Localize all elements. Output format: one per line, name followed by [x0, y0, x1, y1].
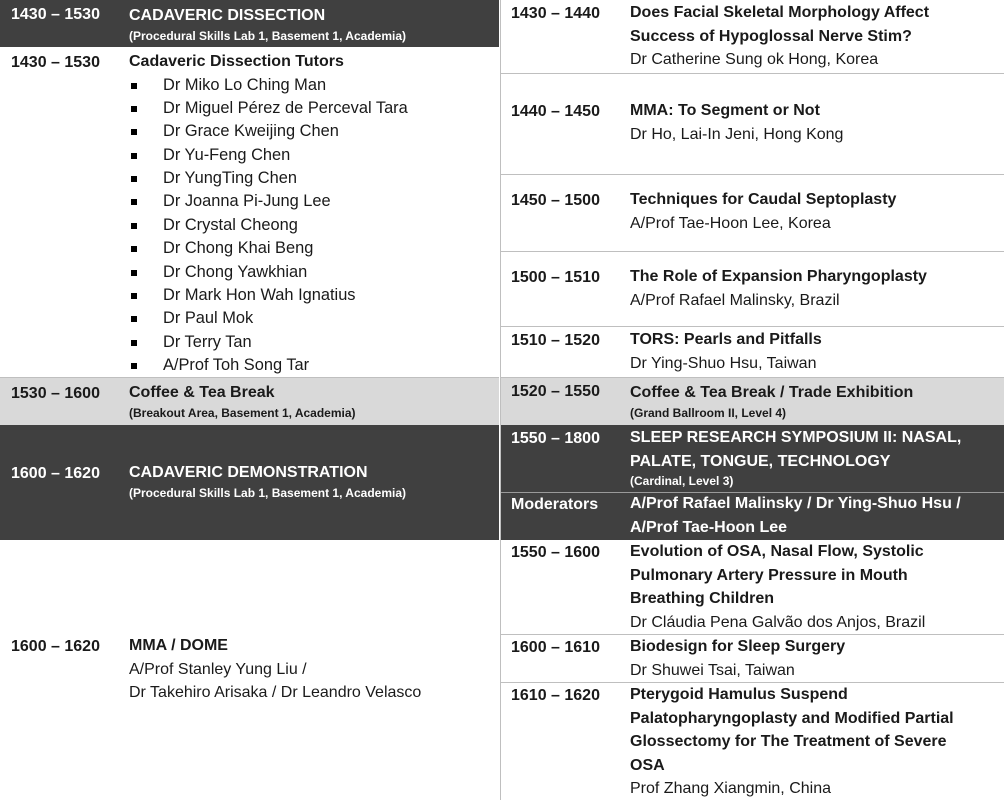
session-time: 1430 – 1530: [11, 6, 100, 23]
talk-title: Evolution of OSA, Nasal Flow, Systolic: [630, 543, 924, 560]
tutor-list-item: [129, 167, 493, 190]
talk-title: The Role of Expansion Pharyngoplasty: [630, 268, 927, 285]
session-mma-dome: [0, 540, 499, 800]
bullet-icon: [131, 223, 137, 229]
session-speaker: A/Prof Stanley Yung Liu /: [129, 660, 307, 678]
bullet-icon: [131, 153, 137, 159]
session-title: CADAVERIC DEMONSTRATION: [129, 464, 368, 481]
session-cadaveric-demonstration: [0, 425, 499, 540]
left-schedule-column: [0, 0, 499, 800]
tutor-name: Dr Joanna Pi-Jung Lee: [163, 192, 331, 211]
moderator-names: A/Prof Tae-Hoon Lee: [630, 518, 788, 536]
talk-title: Pulmonary Artery Pressure in Mouth: [630, 566, 908, 584]
session-location: (Procedural Skills Lab 1, Basement 1, Academia): [129, 28, 406, 43]
talk-speaker: Dr Shuwei Tsai, Taiwan: [630, 661, 795, 679]
session-moderators: [501, 492, 1004, 540]
talk-speaker: A/Prof Rafael Malinsky, Brazil: [630, 291, 840, 309]
tutor-name: Dr Miguel Pérez de Perceval Tara: [163, 98, 408, 117]
bullet-icon: [131, 316, 137, 322]
tutor-name: Dr Crystal Cheong: [163, 215, 298, 234]
tutor-name: Dr Yu-Feng Chen: [163, 145, 291, 164]
session-time: 1530 – 1600: [11, 385, 100, 402]
tutor-list-item: [129, 307, 493, 330]
talk-title: Techniques for Caudal Septoplasty: [630, 191, 897, 208]
session-sleep-research-symposium: [501, 425, 1004, 492]
session-cadaveric-dissection: [0, 0, 499, 47]
session-title: MMA / DOME: [129, 637, 228, 654]
bullet-icon: [131, 340, 137, 346]
talk-title: TORS: Pearls and Pitfalls: [630, 331, 822, 348]
tutor-list-item: [129, 354, 493, 377]
session-time: 1520 – 1550: [511, 383, 600, 400]
tutor-list-item: [129, 284, 493, 307]
talk-row: [501, 326, 1004, 377]
bullet-icon: [131, 199, 137, 205]
tutor-name: Dr Chong Yawkhian: [163, 262, 308, 281]
talk-title: MMA: To Segment or Not: [630, 102, 820, 119]
bullet-icon: [131, 83, 137, 89]
session-location: (Breakout Area, Basement 1, Academia): [129, 405, 356, 420]
talk-speaker: Dr Ying-Shuo Hsu, Taiwan: [630, 354, 817, 372]
talk-time: 1610 – 1620: [511, 687, 600, 704]
talk-speaker: Dr Catherine Sung ok Hong, Korea: [630, 51, 879, 68]
tutor-name: Dr Paul Mok: [163, 309, 254, 328]
talk-title: Glossectomy for The Treatment of Severe: [630, 733, 947, 750]
tutor-list-item: [129, 261, 493, 284]
tutor-name: Dr Miko Lo Ching Man: [163, 75, 327, 94]
session-time: 1430 – 1530: [11, 54, 100, 71]
bullet-icon: [131, 176, 137, 182]
tutor-name: A/Prof Toh Song Tar: [163, 356, 310, 375]
right-schedule-column: [500, 0, 1004, 800]
talk-title: OSA: [630, 756, 665, 774]
tutor-list-item: [129, 97, 493, 120]
session-location: (Procedural Skills Lab 1, Basement 1, Academia): [129, 485, 406, 500]
bullet-icon: [131, 363, 137, 369]
talk-time: 1500 – 1510: [511, 269, 600, 286]
talk-row: [501, 634, 1004, 682]
talk-title: Pterygoid Hamulus Suspend: [630, 686, 848, 703]
tutor-name: Dr YungTing Chen: [163, 169, 297, 188]
tutor-name: Dr Terry Tan: [163, 332, 252, 351]
tutor-name: Dr Mark Hon Wah Ignatius: [163, 286, 356, 305]
session-time: 1600 – 1620: [11, 465, 100, 482]
talk-speaker: Dr Ho, Lai-In Jeni, Hong Kong: [630, 125, 844, 143]
talk-speaker: Prof Zhang Xiangmin, China: [630, 780, 831, 797]
bullet-icon: [131, 246, 137, 252]
talk-speaker: Dr Cláudia Pena Galvão dos Anjos, Brazil: [630, 613, 926, 631]
talk-speaker: A/Prof Tae-Hoon Lee, Korea: [630, 214, 831, 232]
talk-row: [501, 0, 1004, 73]
talk-title: Biodesign for Sleep Surgery: [630, 638, 846, 655]
tutor-list-item: [129, 144, 493, 167]
session-title: CADAVERIC DISSECTION: [129, 7, 326, 24]
talk-row: [501, 174, 1004, 251]
talk-title: Success of Hypoglossal Nerve Stim?: [630, 27, 912, 45]
session-title: Coffee & Tea Break / Trade Exhibition: [630, 384, 914, 401]
talk-time: 1440 – 1450: [511, 103, 600, 120]
tutor-list-item: [129, 237, 493, 260]
tutor-list-item: [129, 74, 493, 97]
session-title: Cadaveric Dissection Tutors: [129, 53, 344, 70]
talk-row: [501, 73, 1004, 174]
session-time: 1600 – 1620: [11, 638, 100, 655]
session-title: SLEEP RESEARCH SYMPOSIUM II: NASAL,: [630, 429, 962, 446]
talk-time: 1450 – 1500: [511, 192, 600, 209]
session-coffee-break: [0, 377, 499, 425]
session-coffee-break: [501, 377, 1004, 425]
tutor-list-item: [129, 190, 493, 213]
session-title: PALATE, TONGUE, TECHNOLOGY: [630, 452, 891, 470]
tutor-list-item: [129, 214, 493, 237]
talk-row: [501, 251, 1004, 326]
talk-time: 1550 – 1600: [511, 544, 600, 561]
session-time: 1550 – 1800: [511, 430, 600, 447]
moderators-label: Moderators: [511, 496, 599, 513]
talk-time: 1600 – 1610: [511, 639, 600, 656]
tutor-list-item: [129, 120, 493, 143]
talk-row: [501, 682, 1004, 800]
talk-title: Palatopharyngoplasty and Modified Partial: [630, 709, 954, 727]
talk-title: Breathing Children: [630, 590, 775, 607]
talk-time: 1510 – 1520: [511, 332, 600, 349]
talk-time: 1430 – 1440: [511, 5, 600, 22]
bullet-icon: [131, 129, 137, 135]
bullet-icon: [131, 293, 137, 299]
bullet-icon: [131, 106, 137, 112]
talk-title: Does Facial Skeletal Morphology Affect: [630, 4, 930, 21]
bullet-icon: [131, 270, 137, 276]
session-title: Coffee & Tea Break: [129, 384, 275, 401]
talk-row: [501, 540, 1004, 634]
moderator-names: A/Prof Rafael Malinsky / Dr Ying-Shuo Hsu /: [630, 495, 961, 512]
session-location: (Grand Ballroom II, Level 4): [630, 405, 787, 420]
tutor-name: Dr Chong Khai Beng: [163, 239, 314, 258]
session-speaker: Dr Takehiro Arisaka / Dr Leandro Velasco: [129, 684, 422, 701]
tutor-list: [129, 74, 493, 378]
tutor-name: Dr Grace Kweijing Chen: [163, 122, 339, 141]
session-dissection-tutors: [0, 47, 499, 377]
tutor-list-item: [129, 331, 493, 354]
session-location: (Cardinal, Level 3): [630, 474, 734, 488]
